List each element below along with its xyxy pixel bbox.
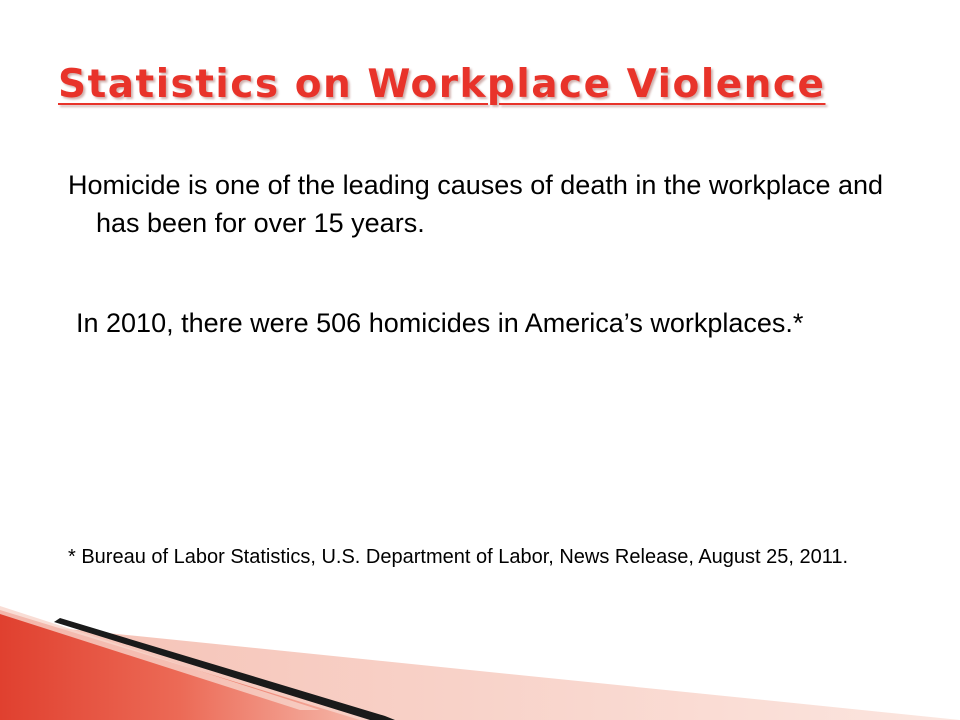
source-footnote: * Bureau of Labor Statistics, U.S. Department of Labor, News Release, August 25, 2011.: [68, 546, 849, 568]
body-paragraph-2010-statistic: In 2010, there were 506 homicides in America’s workplaces.*: [76, 308, 804, 338]
body-paragraph-homicide: Homicide is one of the leading causes of death in the workplace and has been for over 15 years.: [68, 170, 884, 238]
slide-title: Statistics on Workplace Violence: [58, 62, 826, 107]
bottom-left-decoration: [0, 600, 960, 720]
